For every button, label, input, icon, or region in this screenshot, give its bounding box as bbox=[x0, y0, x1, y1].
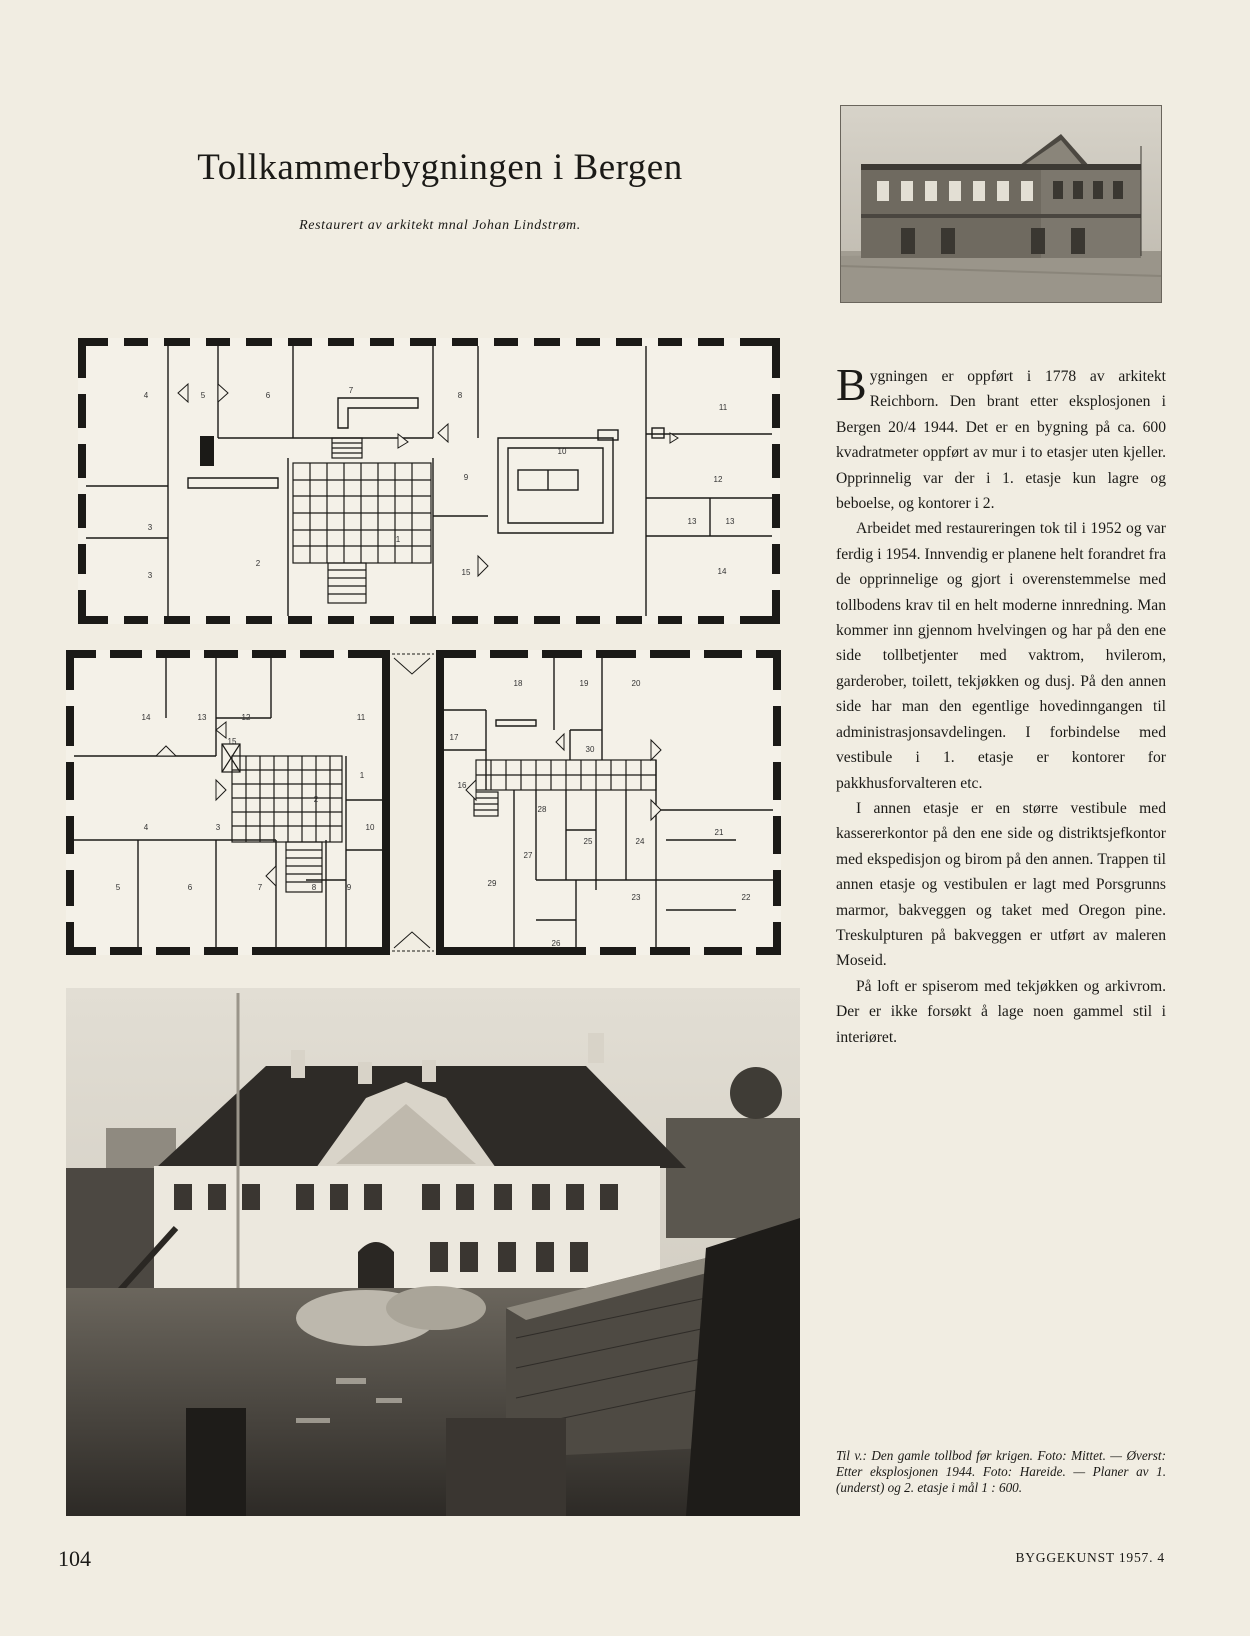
room-label: 21 bbox=[714, 828, 724, 837]
room-label: 12 bbox=[713, 475, 723, 484]
room-label: 3 bbox=[147, 523, 153, 532]
room-label: 3 bbox=[215, 823, 221, 832]
room-label: 12 bbox=[241, 713, 251, 722]
room-label: 15 bbox=[461, 568, 471, 577]
room-label: 16 bbox=[457, 781, 467, 790]
room-label: 17 bbox=[449, 733, 459, 742]
room-label: 23 bbox=[631, 893, 641, 902]
room-label: 9 bbox=[346, 883, 352, 892]
photo-custom-house-before-war bbox=[66, 988, 800, 1516]
room-label: 29 bbox=[487, 879, 497, 888]
journal-issue: BYGGEKUNST 1957. 4 bbox=[1015, 1550, 1165, 1565]
room-label: 28 bbox=[537, 805, 547, 814]
page-number: 104 bbox=[58, 1546, 91, 1571]
room-label: 25 bbox=[583, 837, 593, 846]
room-label: 20 bbox=[631, 679, 641, 688]
room-label: 13 bbox=[197, 713, 207, 722]
room-label: 5 bbox=[115, 883, 121, 892]
room-label: 18 bbox=[513, 679, 523, 688]
room-label: 5 bbox=[200, 391, 206, 400]
room-label: 1 bbox=[395, 535, 401, 544]
room-label: 6 bbox=[265, 391, 271, 400]
floor-plan-upper-right bbox=[436, 650, 781, 955]
room-label: 30 bbox=[585, 745, 595, 754]
room-label: 22 bbox=[741, 893, 751, 902]
room-label: 1 bbox=[359, 771, 365, 780]
room-label: 11 bbox=[718, 403, 728, 412]
room-label: 2 bbox=[255, 559, 261, 568]
room-label: 3 bbox=[147, 571, 153, 580]
room-label: 9 bbox=[463, 473, 469, 482]
room-label: 13 bbox=[687, 517, 697, 526]
paragraph-4: På loft er spiserom med tekjøkken og arkivrom. Der er ikke forsøkt å lage noen gammel stil i interiøret. bbox=[836, 977, 1166, 1046]
paragraph-1 bbox=[836, 359, 1166, 516]
floor-plan-ground bbox=[78, 338, 780, 624]
article-title: Tollkammerbygningen i Bergen bbox=[197, 147, 683, 188]
room-label: 11 bbox=[356, 713, 366, 722]
room-label: 15 bbox=[227, 737, 237, 746]
floor-plan-upper-left bbox=[66, 650, 390, 955]
photo-caption: Til v.: Den gamle tollbod før krigen. Foto: Mittet. — Øverst: Etter eksplosjonen 1944. Foto: Hareide. — Planer av 1. (underst) og 2. etasje i mål 1 : 600. bbox=[836, 1448, 1166, 1495]
room-label: 4 bbox=[143, 391, 149, 400]
room-label: 10 bbox=[365, 823, 375, 832]
room-label: 10 bbox=[557, 447, 567, 456]
room-label: 14 bbox=[141, 713, 151, 722]
paragraph-1-text: ygningen er oppført i 1778 av arkitekt Reichborn. Den brant etter eksplosjonen i Bergen 20/4 1944. Det er en bygning på ca. 600 kvadratmeter oppført av mur i to etasjer uten kjeller. Opprinnelig var der i 1. etasje kun lagre og beboelse, og kontorer i 2. bbox=[836, 368, 1166, 513]
room-label: 7 bbox=[257, 883, 263, 892]
archway-passage bbox=[390, 650, 436, 955]
room-label: 8 bbox=[311, 883, 317, 892]
paragraph-3: I annen etasje er en større vestibule med kassererkontor på den ene side og distriktsjefkontor med ekspedisjon og birom på den annen. Trappen til annen etasje og vestibulen er lagt med Porsgrunns marmor, bakveggen og taket med Oregon pine. Treskulpturen på bakveggen er utført av maleren Moseid. bbox=[836, 799, 1166, 970]
room-label: 27 bbox=[523, 851, 533, 860]
paragraph-2: Arbeidet med restaureringen tok til i 1952 og var ferdig i 1954. Innvendig er planene helt forandret fra de opprinnelige og gjort i overenstemmelse med tollbodens krav til en helt moderne innredning. Man kommer inn gjennom hvelvingen og har på den ene side tollbetjenter med vaktrom, hvilerom, garderober, toilett, tekjøkken og dusj. På den annen side har man den egentlige hovedinngangen til administrasjonsavdelingen. I forbindelse med vestibule i 1. etasje er kontorer for pakkhusforvalteren etc. bbox=[836, 520, 1166, 792]
room-label: 7 bbox=[348, 386, 354, 395]
room-label: 8 bbox=[457, 391, 463, 400]
room-label: 13 bbox=[725, 517, 735, 526]
photo-ruin-after-explosion bbox=[840, 105, 1162, 303]
room-label: 19 bbox=[579, 679, 589, 688]
room-label: 24 bbox=[635, 837, 645, 846]
dropcap: B bbox=[836, 359, 867, 410]
article-subtitle: Restaurert av arkitekt mnal Johan Lindstrøm. bbox=[299, 218, 581, 233]
room-label: 2 bbox=[313, 795, 319, 804]
article-body bbox=[836, 359, 1166, 1050]
room-label: 26 bbox=[551, 939, 561, 948]
room-label: 14 bbox=[717, 567, 727, 576]
room-label: 4 bbox=[143, 823, 149, 832]
room-label: 6 bbox=[187, 883, 193, 892]
